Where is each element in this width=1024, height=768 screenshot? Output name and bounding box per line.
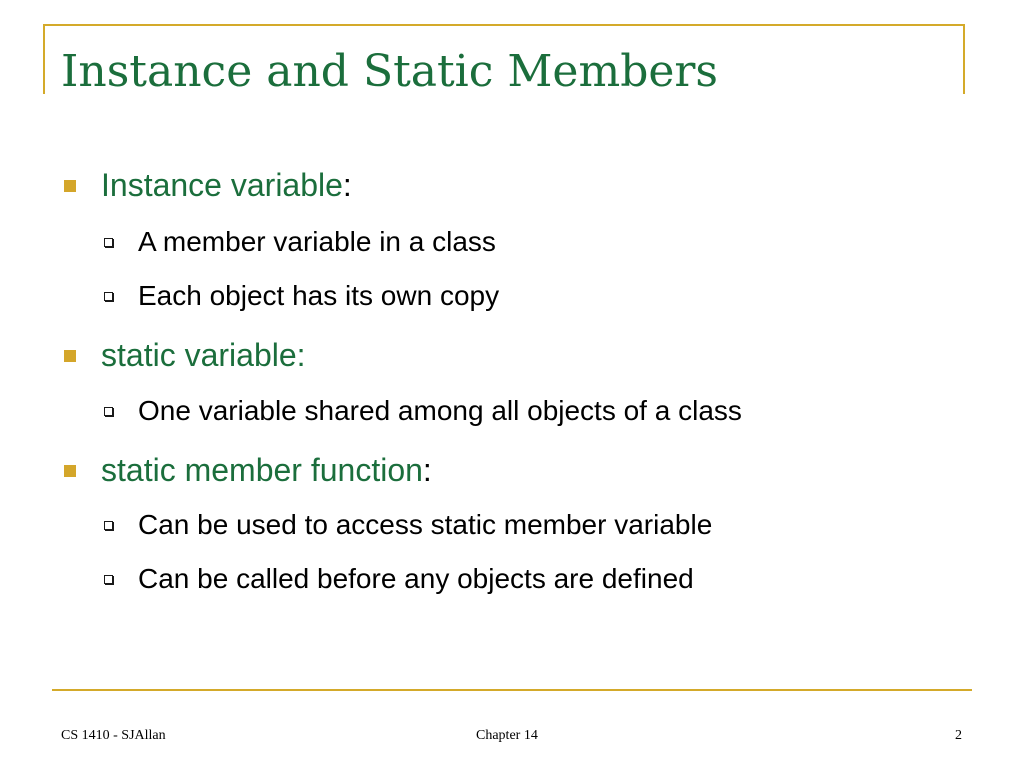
- square-bullet-icon: [64, 465, 76, 477]
- sub-bullet-text: A member variable in a class: [138, 226, 496, 257]
- bullet-label: static member function: [101, 452, 423, 488]
- hollow-square-bullet-icon: [104, 575, 113, 584]
- sub-bullet-text: Can be called before any objects are defined: [138, 563, 694, 594]
- hollow-square-bullet-icon: [104, 238, 113, 247]
- slide-title: Instance and Static Members: [61, 46, 719, 97]
- bullet-label: Instance variable: [101, 167, 343, 203]
- sub-bullet-text: Can be used to access static member variable: [138, 509, 713, 540]
- footer-page-number: 2: [955, 728, 962, 743]
- bullet-suffix: :: [342, 167, 352, 203]
- hollow-square-bullet-icon: [104, 407, 113, 416]
- sub-bullet-text: One variable shared among all objects of a class: [138, 395, 742, 426]
- hollow-square-bullet-icon: [104, 521, 113, 530]
- bullet-suffix: :: [422, 452, 432, 488]
- square-bullet-icon: [64, 180, 76, 192]
- footer-rule: [52, 689, 972, 691]
- square-bullet-icon: [64, 350, 76, 362]
- bullet-label: static variable:: [101, 337, 306, 373]
- footer-course: CS 1410 - SJAllan: [61, 728, 166, 743]
- hollow-square-bullet-icon: [104, 292, 113, 301]
- footer-chapter: Chapter 14: [476, 728, 538, 743]
- sub-bullet-text: Each object has its own copy: [138, 280, 500, 311]
